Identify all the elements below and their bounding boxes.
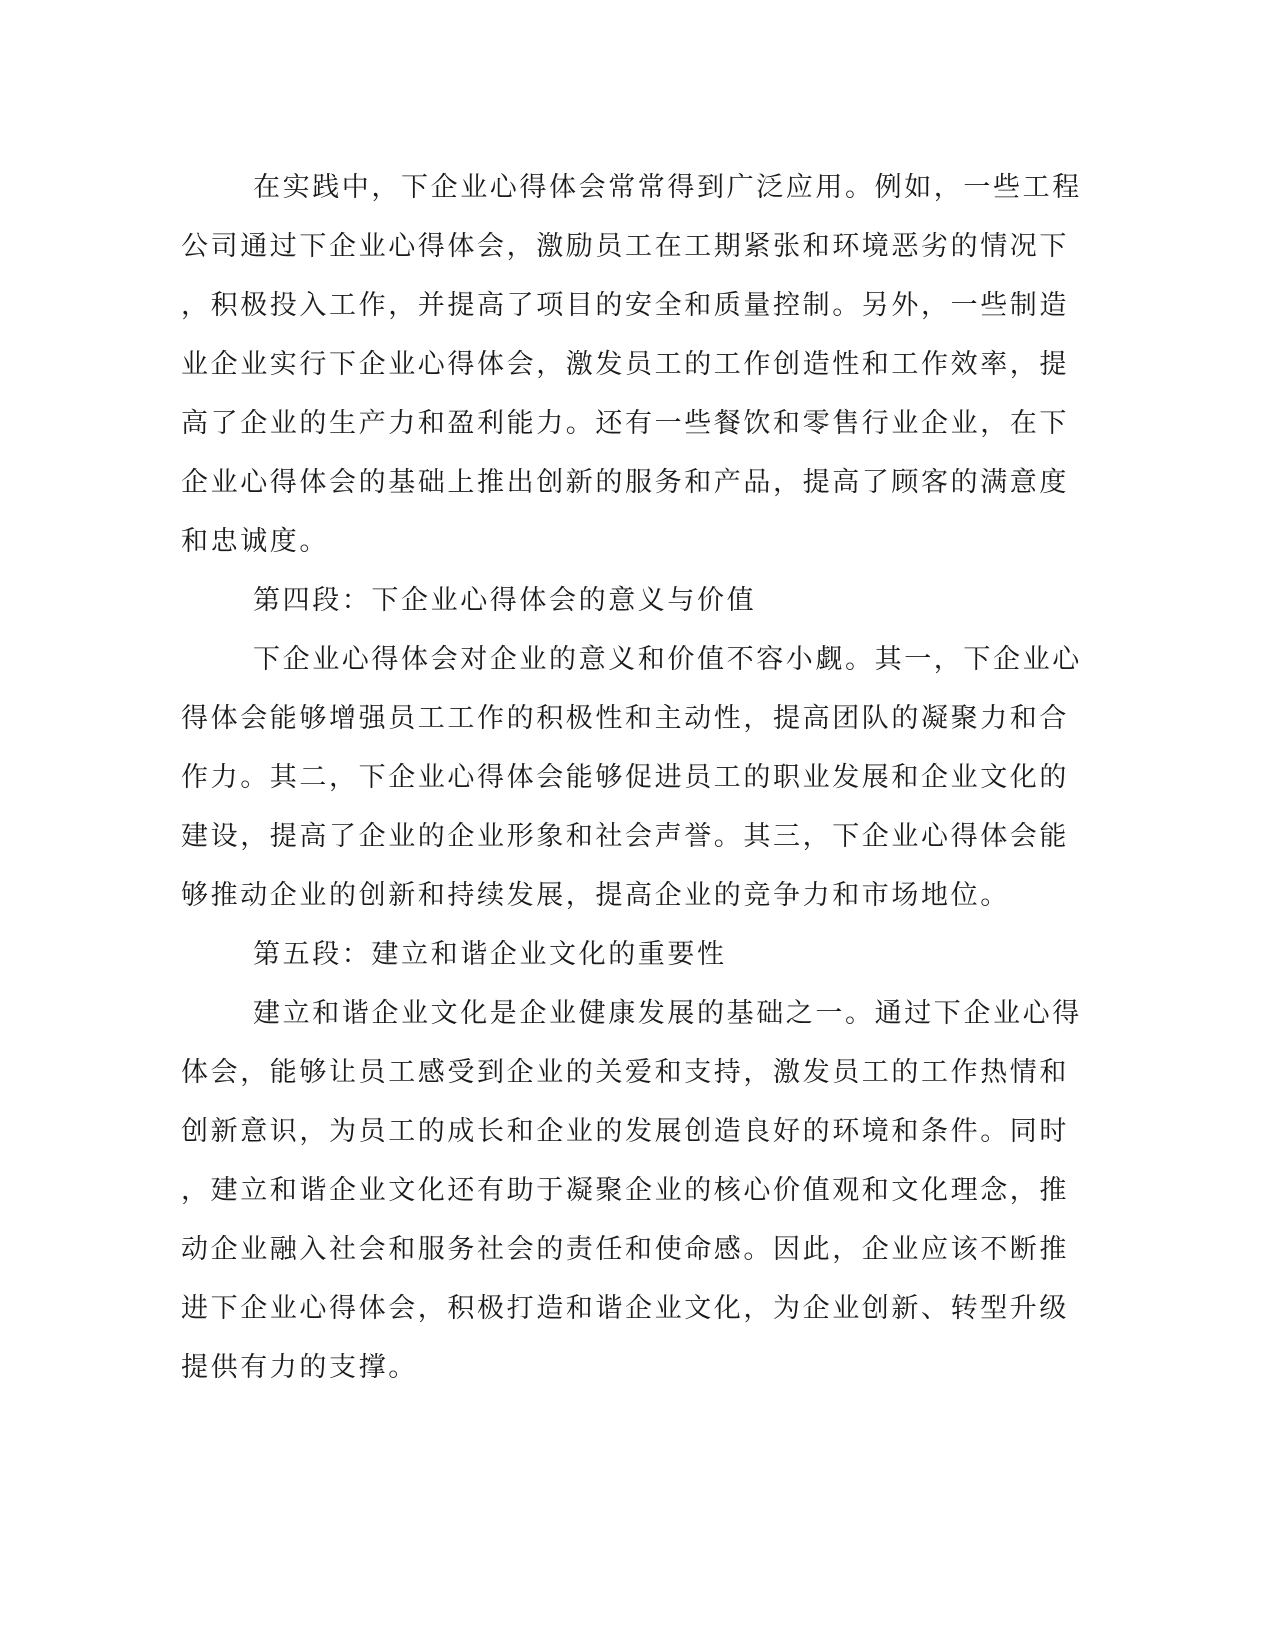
- text-line: 高了企业的生产力和盈利能力。还有一些餐饮和零售行业企业，在下: [181, 408, 1069, 439]
- text-line: 公司通过下企业心得体会，激励员工在工期紧张和环境恶劣的情况下: [181, 231, 1069, 262]
- text-line: 得体会能够增强员工工作的积极性和主动性，提高团队的凝聚力和合: [181, 703, 1069, 734]
- section-heading: 第四段：下企业心得体会的意义与价值: [253, 585, 757, 616]
- text-line: 作力。其二，下企业心得体会能够促进员工的职业发展和企业文化的: [181, 762, 1069, 793]
- text-line: 动企业融入社会和服务社会的责任和使命感。因此，企业应该不断推: [181, 1234, 1069, 1265]
- text-line: 建设，提高了企业的企业形象和社会声誉。其三，下企业心得体会能: [181, 821, 1069, 852]
- text-line: 企业心得体会的基础上推出创新的服务和产品，提高了顾客的满意度: [181, 467, 1069, 498]
- section-heading: 第五段：建立和谐企业文化的重要性: [253, 939, 727, 970]
- text-line: 建立和谐企业文化是企业健康发展的基础之一。通过下企业心得: [253, 998, 1082, 1029]
- text-line: 体会，能够让员工感受到企业的关爱和支持，激发员工的工作热情和: [181, 1057, 1069, 1088]
- text-line: ，建立和谐企业文化还有助于凝聚企业的核心价值观和文化理念，推: [181, 1175, 1069, 1206]
- text-line: 在实践中，下企业心得体会常常得到广泛应用。例如，一些工程: [253, 172, 1082, 203]
- text-line: ，积极投入工作，并提高了项目的安全和质量控制。另外，一些制造: [181, 290, 1069, 321]
- text-line: 够推动企业的创新和持续发展，提高企业的竞争力和市场地位。: [181, 880, 1010, 911]
- text-line: 进下企业心得体会，积极打造和谐企业文化，为企业创新、转型升级: [181, 1293, 1069, 1324]
- text-line: 和忠诚度。: [181, 526, 329, 557]
- text-line: 创新意识，为员工的成长和企业的发展创造良好的环境和条件。同时: [181, 1116, 1069, 1147]
- document-page: [181, 158, 1082, 1397]
- text-line: 业企业实行下企业心得体会，激发员工的工作创造性和工作效率，提: [181, 349, 1069, 380]
- text-line: 提供有力的支撑。: [181, 1352, 418, 1383]
- text-line: 下企业心得体会对企业的意义和价值不容小觑。其一，下企业心: [253, 644, 1082, 675]
